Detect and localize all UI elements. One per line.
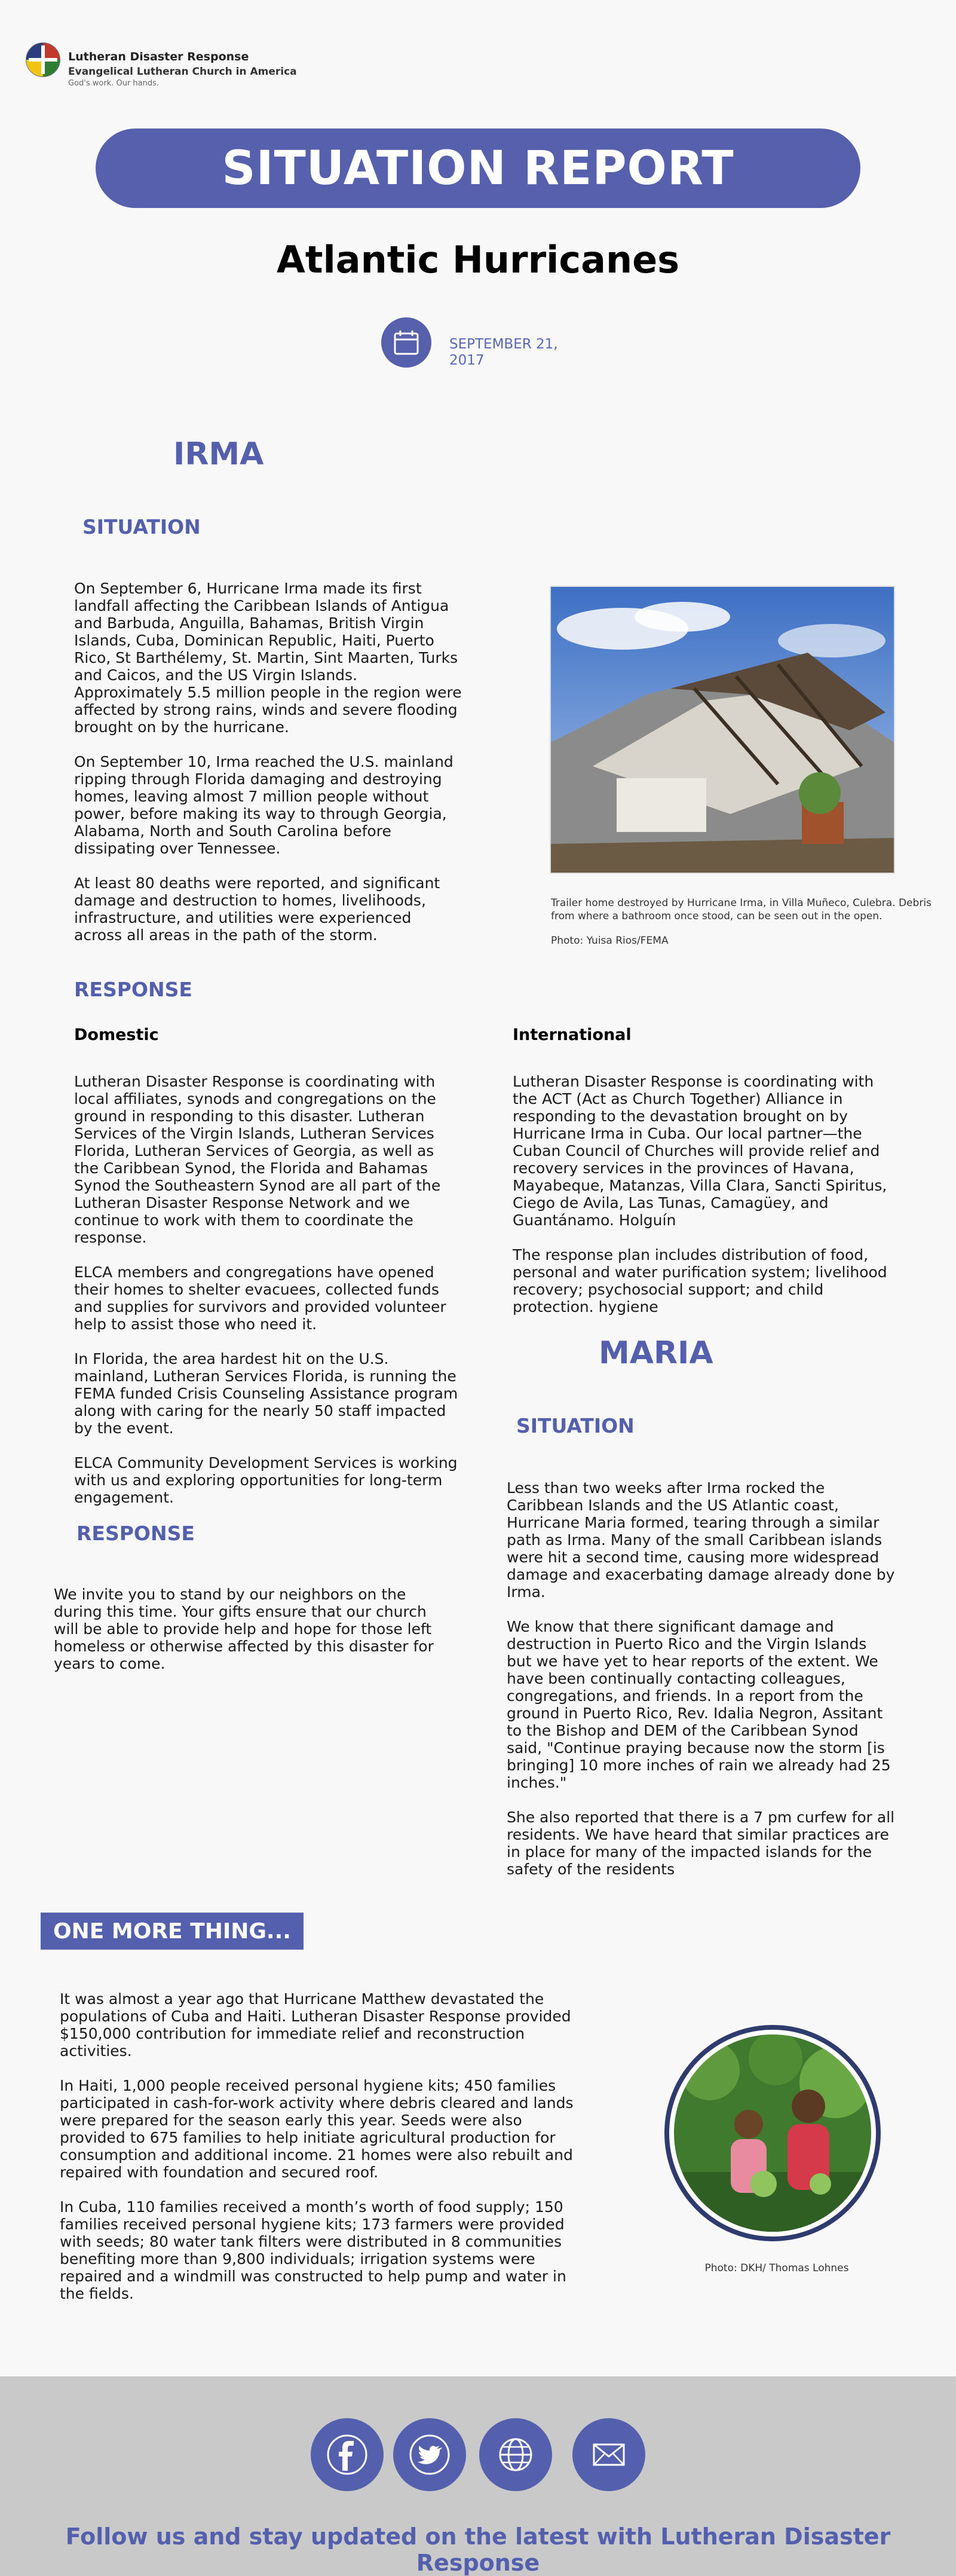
org-tagline: God's work. Our hands. (68, 79, 160, 88)
irma-response-heading: RESPONSE (74, 978, 192, 1001)
haiti-photo-credit: Photo: DKH/ Thomas Lohnes (704, 2262, 849, 2274)
irma-situation-paragraph: On September 6, Hurricane Irma made its first landfall affecting the Caribbean Islands of Antigua and Barbuda, Anguilla, Bahamas, British Virgin Islands, Cuba, Dominican Republic, Haiti, Puerto Rico, St Barthélemy, St. Martin, Sint Maarten, Turks and Caicos, and the US Virgin Islands. Approximately 5.5 million people in the region were affected by strong rains, winds and severe flooding brought on by the hurricane. (74, 580, 462, 736)
domestic-heading: Domestic (74, 1026, 159, 1044)
one-more-thing-banner: ONE MORE THING... (41, 1913, 304, 1950)
mail-icon (588, 2434, 630, 2476)
facebook-icon (326, 2434, 368, 2476)
maria-situation-text (507, 1479, 895, 1895)
maria-situation-paragraph: We know that there significant damage and destruction in Puerto Rico and the Virgin Islands but we have yet to hear reports of the extent. We have been continually contacting colleagues, congregations, and friends. In a report from the ground in Puerto Rico, Rev. Idalia Negron, Assitant to the Bishop and DEM of the Caribbean Synod said, "Continue praying because now the storm [is bringing] 10 more inches of rain we already had 25 inches." (507, 1618, 891, 1791)
one-more-thing-paragraph: In Cuba, 110 families received a month’s worth of food supply; 150 families received personal hygiene kits; 173 farmers were provided with seeds; 80 water tank filters were distributed in 8 communities benefiting more than 9,800 individuals; irrigation systems were repaired and a windmill was constructed to help pump and water in the fields. (60, 2198, 566, 2302)
irma-situation-paragraph: At least 80 deaths were reported, and significant damage and destruction to homes, livelihoods, infrastructure, and utilities were experienced across all areas in the path of the storm. (74, 874, 440, 944)
report-date-line1: SEPTEMBER 21, (449, 336, 558, 352)
report-date (449, 336, 575, 369)
maria-response-heading: RESPONSE (76, 1522, 195, 1545)
irma-situation-heading: SITUATION (82, 515, 201, 539)
footer (0, 2376, 956, 2576)
maria-situation-heading: SITUATION (516, 1414, 635, 1437)
elca-logo (25, 42, 61, 78)
domestic-paragraph: ELCA members and congregations have opened their homes to shelter evacuees, collected funds and supplies for survivors and provided volunteer help to assist those who need it. (74, 1263, 446, 1333)
domestic-paragraph: Lutheran Disaster Response is coordinating with local affiliates, synods and congregations on the ground in responding to this disaster. Lutheran Services of the Virgin Islands, Lutheran Services Florida, Lutheran Services of Georgia, as well as the Caribbean Synod, the Florida and Bahamas Synod the Southeastern Synod are all part of the Lutheran Disaster Response Network and we continue to work with them to coordinate the response. (74, 1073, 441, 1246)
haiti-farmers-photo (664, 2025, 881, 2241)
one-more-thing-text (60, 1990, 574, 2320)
email-button[interactable] (572, 2418, 645, 2491)
irma-situation-text (74, 580, 462, 961)
maria-response-text (54, 1586, 436, 1690)
twitter-icon (409, 2434, 451, 2476)
irma-situation-paragraph: On September 10, Irma reached the U.S. mainland ripping through Florida damaging and destroying homes, leaving almost 7 million people without power, before making its way to through Georgia, Alabama, North and South Carolina before dissipating over Tennessee. (74, 753, 454, 857)
international-paragraph: The response plan includes distribution of food, personal and water purification system; livelihood recovery; psychosocial support; and child protection. hygiene (513, 1246, 887, 1315)
one-more-thing-paragraph: It was almost a year ago that Hurricane Matthew devastated the populations of Cuba and Haiti. Lutheran Disaster Response provided $150,000 contribution for immediate relief and reconstruction activities. (60, 1990, 571, 2060)
irma-photo-credit: Photo: Yuisa Rios/FEMA (551, 935, 669, 947)
org-parent: Evangelical Lutheran Church in America (68, 66, 297, 78)
international-paragraph: Lutheran Disaster Response is coordinating with the ACT (Act as Church Together) Alliance in responding to the devastation brought on by Hurricane Irma in Cuba. Our local partner—the Cuban Council of Churches will provide relief and recovery services in the provinces of Havana, Mayabeque, Matanzas, Villa Clara, Sancti Spiritus, Ciego de Avila, Las Tunas, Camagüey, and Guantánamo. Holguín (513, 1073, 887, 1229)
one-more-thing-paragraph: In Haiti, 1,000 people received personal hygiene kits; 450 families participated in cash-for-work activity where debris cleared and lands were prepared for the season early this year. Seeds were also provided to 675 families to help initiate agricultural production for consumption and additional income. 21 homes were also rebuilt and repaired with foundation and secured roof. (60, 2077, 574, 2181)
maria-situation-paragraph: She also reported that there is a 7 pm curfew for all residents. We have heard that similar practices are in place for many of the impacted islands for the safety of the residents (507, 1809, 895, 1878)
website-button[interactable] (479, 2418, 552, 2491)
irma-trailer-photo (550, 586, 895, 874)
follow-us-text: Follow us and stay updated on the latest with Lutheran Disaster Response (65, 2523, 891, 2576)
situation-report-banner: SITUATION REPORT (96, 129, 860, 208)
maria-title: MARIA (599, 1335, 713, 1371)
domestic-paragraph: In Florida, the area hardest hit on the U.S. mainland, Lutheran Services Florida, is running the FEMA funded Crisis Counseling Assistance program along with caring for the nearly 50 staff impacted by the event. (74, 1350, 458, 1437)
report-date-line2: 2017 (449, 353, 485, 368)
domestic-paragraph: ELCA Community Development Services is working with us and exploring opportunities for long-term engagement. (74, 1454, 458, 1506)
facebook-button[interactable] (311, 2418, 384, 2491)
calendar-icon (381, 317, 431, 368)
org-name: Lutheran Disaster Response (68, 50, 249, 63)
irma-photo-caption: Trailer home destroyed by Hurricane Irma, in Villa Muñeco, Culebra. Debris from where a bathroom once stood, can be seen out in the open. (551, 897, 932, 922)
irma-title: IRMA (173, 436, 264, 472)
international-text (513, 1073, 901, 1333)
maria-situation-paragraph: Less than two weeks after Irma rocked the Caribbean Islands and the US Atlantic coast, Hurricane Maria formed, tearing through a similar path as Irma. Many of the small Caribbean islands were hit a second time, causing more widespread damage and exacerbating damage already done by Irma. (507, 1479, 895, 1601)
maria-response-paragraph: We invite you to stand by our neighbors on the during this time. Your gifts ensure that our church will be able to provide help and hope for those left homeless or otherwise affected by this disaster for years to come. (54, 1586, 434, 1672)
twitter-button[interactable] (393, 2418, 466, 2491)
domestic-text (74, 1073, 462, 1523)
international-heading: International (513, 1026, 632, 1044)
page-title: Atlantic Hurricanes (276, 238, 680, 282)
globe-icon (495, 2434, 537, 2476)
